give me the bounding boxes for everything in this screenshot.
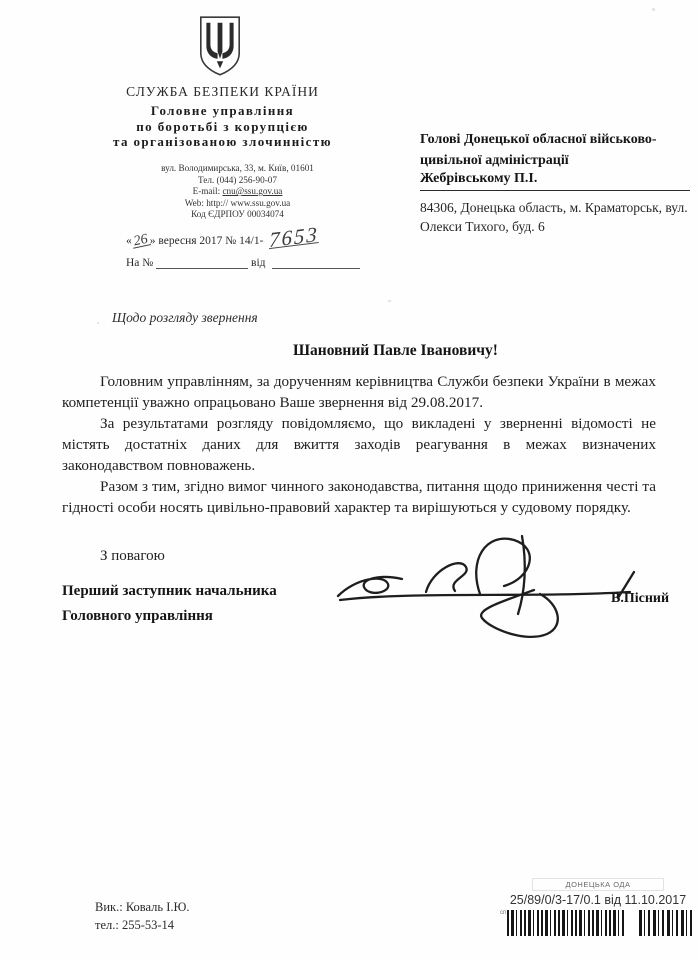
recipient-title-line-1: Голові Донецької обласної військово- xyxy=(420,132,657,147)
date-line xyxy=(126,221,406,253)
body-paragraph-3: Разом з тим, згідно вимог чинного законодавства, питання щодо приниження честі та гідності особи носять цивільно-правовий характер та вирішуються у судовому порядку. xyxy=(62,478,656,516)
ref-on-label: На № xyxy=(126,257,154,269)
signer-title-line-1: Перший заступник начальника xyxy=(62,583,277,599)
reference-line xyxy=(126,257,426,269)
signer-title xyxy=(62,579,277,629)
registration-stamp xyxy=(500,878,696,936)
quote-open: « xyxy=(126,235,132,247)
recipient-block xyxy=(420,129,690,236)
salutation: Шановний Павле Івановичу! xyxy=(293,342,498,359)
letterhead-email xyxy=(105,186,370,198)
department-line-2: по боротьбі з корупцією xyxy=(136,118,309,134)
body-paragraph-2: За результатами розгляду повідомляємо, що викладені у зверненні відомості не містять достатніх даних для вжиття заходів реагування в межах визначених законодавством повноважень. xyxy=(62,415,656,474)
barcode-gap xyxy=(625,910,639,936)
executor-name: Вик.: Коваль І.Ю. xyxy=(95,900,190,914)
recipient-address-line-1: 84306, Донецька область, м. Краматорськ, вул. xyxy=(420,200,688,215)
scan-speck xyxy=(388,300,391,302)
signer-name: В.Пісний xyxy=(611,591,670,606)
subject-line: Щодо розгляду звернення xyxy=(112,310,258,325)
department-line-1: Головне управління xyxy=(150,103,295,118)
letterhead-phone: Тел. (044) 256-90-07 xyxy=(198,174,277,185)
department-line-3: та організованою злочинністю xyxy=(113,134,332,149)
handwritten-signature xyxy=(328,534,658,654)
recipient-address xyxy=(420,198,690,236)
executor-block xyxy=(95,898,190,934)
date-text: вересня 2017 № 14/1- xyxy=(155,235,264,247)
stamp-registration-number: 25/89/0/3-17/0.1 від 11.10.2017 xyxy=(509,893,687,907)
barcode-segment-right xyxy=(639,910,693,936)
ref-date-blank xyxy=(272,257,360,269)
recipient-address-line-2: Олекси Тихого, буд. 6 xyxy=(420,219,545,234)
ref-number-blank xyxy=(156,257,248,269)
signer-title-line-2: Головного управління xyxy=(62,608,213,624)
handwritten-doc-number: 7653 xyxy=(269,221,320,253)
letterhead-web: Web: http:// www.ssu.gov.ua xyxy=(184,197,291,208)
recipient-name: Жебрівському П.І. xyxy=(420,171,690,191)
letter-body xyxy=(62,371,656,518)
barcode-start-mark: сп xyxy=(500,910,507,916)
ref-from-label: від xyxy=(251,257,266,269)
stamp-org-name: ДОНЕЦЬКА ОДА xyxy=(532,878,664,891)
email-value: cnu@ssu.gov.ua xyxy=(222,186,283,197)
department-name xyxy=(90,103,355,150)
body-paragraph-1: Головним управлінням, за дорученням керівництва Служби безпеки України в межах компетенції уважно опрацьовано Ваше звернення від 29.08.2017. xyxy=(62,373,656,411)
scan-speck xyxy=(97,322,99,324)
letterhead-address: вул. Володимирська, 33, м. Київ, 01601 xyxy=(161,163,314,173)
recipient-title-line-2: цивільної адміністрації xyxy=(420,153,569,168)
barcode-segment-left xyxy=(507,910,625,936)
scan-speck xyxy=(652,8,655,11)
trident-emblem-icon xyxy=(196,14,244,78)
closing-regards: З повагою xyxy=(100,548,165,564)
letterhead-edrpou: Код ЄДРПОУ 00034074 xyxy=(191,209,284,220)
handwritten-day: 26 xyxy=(132,231,149,250)
email-label: E-mail: xyxy=(192,186,223,197)
letterhead-contacts xyxy=(105,163,370,221)
quote-close: » xyxy=(149,235,156,247)
executor-phone: тел.: 255-53-14 xyxy=(95,918,175,932)
barcode xyxy=(500,910,696,936)
agency-name: СЛУЖБА БЕЗПЕКИ КРАЇНИ xyxy=(126,84,319,99)
